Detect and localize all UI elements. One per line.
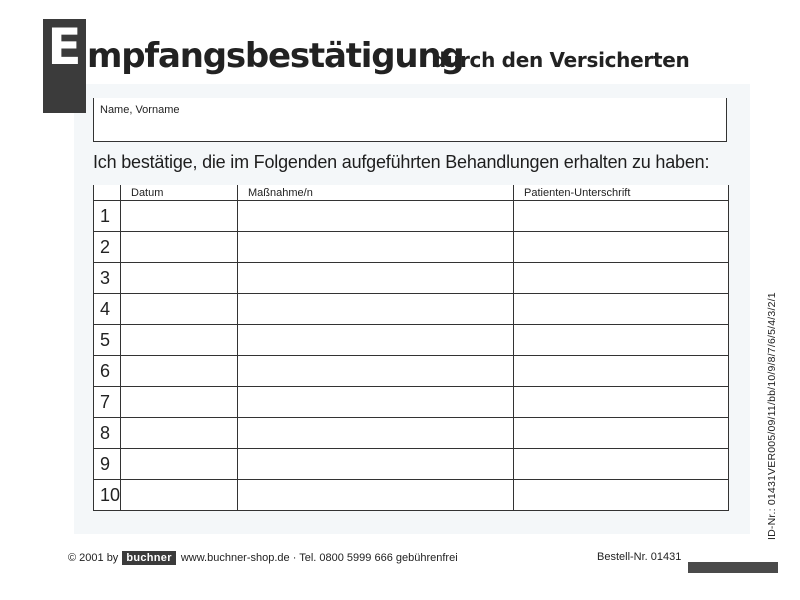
page-subtitle: durch den Versicherten [432, 48, 690, 72]
row-number: 6 [94, 356, 121, 387]
massnahme-cell[interactable] [238, 449, 514, 480]
row-number: 4 [94, 294, 121, 325]
unterschrift-cell[interactable] [514, 232, 729, 263]
massnahme-cell[interactable] [238, 232, 514, 263]
table-row [94, 263, 729, 294]
table-header-row [94, 185, 729, 201]
datum-cell[interactable] [121, 294, 238, 325]
title-initial-letter: E [47, 19, 82, 76]
datum-cell[interactable] [121, 325, 238, 356]
page-title: mpfangsbestätigung [87, 36, 464, 76]
massnahme-cell[interactable] [238, 356, 514, 387]
datum-cell[interactable] [121, 480, 238, 511]
unterschrift-cell[interactable] [514, 480, 729, 511]
unterschrift-cell[interactable] [514, 263, 729, 294]
massnahme-cell[interactable] [238, 263, 514, 294]
table-row [94, 232, 729, 263]
unterschrift-cell[interactable] [514, 418, 729, 449]
row-number: 3 [94, 263, 121, 294]
intro-text: Ich bestätige, die im Folgenden aufgeführten Behandlungen erhalten zu haben: [93, 152, 710, 172]
brand-logo: buchner [122, 551, 176, 565]
row-number: 8 [94, 418, 121, 449]
order-number: Bestell-Nr. 01431 [597, 551, 682, 563]
table-row [94, 387, 729, 418]
massnahme-cell[interactable] [238, 387, 514, 418]
row-number: 9 [94, 449, 121, 480]
side-id-number: ID-Nr.: 01431VER005/09/11/bb/10/9/8/7/6/5/4/3/2/1 [766, 292, 778, 540]
datum-cell[interactable] [121, 263, 238, 294]
datum-cell[interactable] [121, 418, 238, 449]
massnahme-cell[interactable] [238, 325, 514, 356]
row-number: 10 [94, 480, 121, 511]
datum-cell[interactable] [121, 449, 238, 480]
column-header-number [94, 185, 121, 201]
datum-cell[interactable] [121, 201, 238, 232]
massnahme-cell[interactable] [238, 480, 514, 511]
datum-cell[interactable] [121, 232, 238, 263]
table-row [94, 356, 729, 387]
unterschrift-cell[interactable] [514, 294, 729, 325]
title-initial-block [43, 19, 86, 113]
datum-cell[interactable] [121, 387, 238, 418]
table-row [94, 449, 729, 480]
column-header-datum: Datum [121, 185, 238, 201]
column-header-massnahme: Maßnahme/n [238, 185, 514, 201]
treatment-table [93, 185, 729, 511]
unterschrift-cell[interactable] [514, 356, 729, 387]
name-field-label: Name, Vorname [100, 104, 180, 116]
row-number: 5 [94, 325, 121, 356]
table-row [94, 201, 729, 232]
table-row [94, 294, 729, 325]
massnahme-cell[interactable] [238, 294, 514, 325]
massnahme-cell[interactable] [238, 201, 514, 232]
datum-cell[interactable] [121, 356, 238, 387]
row-number: 7 [94, 387, 121, 418]
massnahme-cell[interactable] [238, 418, 514, 449]
name-field[interactable] [93, 98, 727, 142]
unterschrift-cell[interactable] [514, 325, 729, 356]
row-number: 2 [94, 232, 121, 263]
row-number: 1 [94, 201, 121, 232]
table-row [94, 418, 729, 449]
footer-bar [688, 562, 778, 573]
table-row [94, 325, 729, 356]
table-row [94, 480, 729, 511]
footer-publisher [68, 551, 458, 565]
unterschrift-cell[interactable] [514, 201, 729, 232]
footer-contact: www.buchner-shop.de · Tel. 0800 5999 666 gebührenfrei [180, 552, 458, 564]
unterschrift-cell[interactable] [514, 387, 729, 418]
unterschrift-cell[interactable] [514, 449, 729, 480]
column-header-unterschrift: Patienten-Unterschrift [514, 185, 729, 201]
footer-copyright: © 2001 by [68, 552, 119, 564]
